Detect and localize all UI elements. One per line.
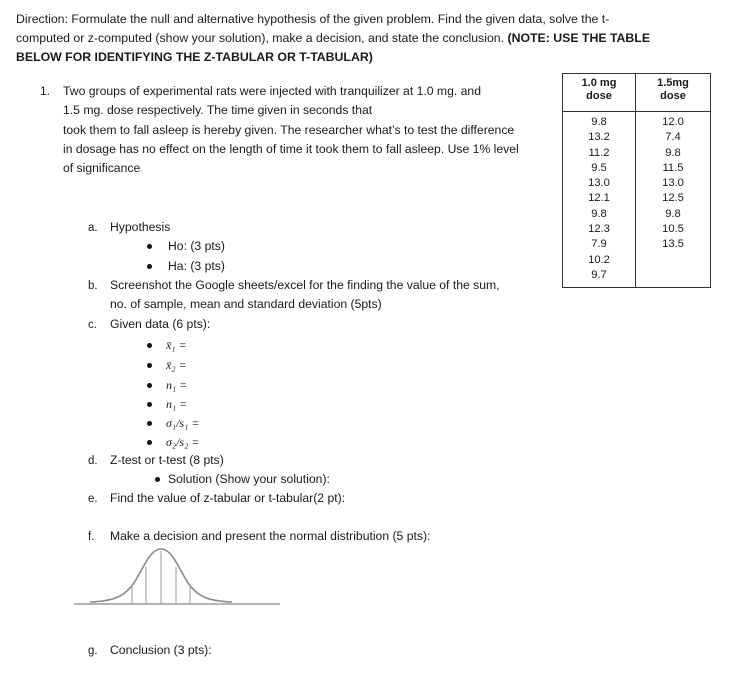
given-n1: n₁ = [166,378,188,392]
question-f-letter: f. [88,531,95,543]
table-cell: 9.8 [591,116,607,128]
given-x2: x̄₂ = [166,358,187,372]
problem-line: Two groups of experimental rats were injected with tranquilizer at 1.0 mg. and [63,84,481,98]
question-d-label: Z-test or t-test (8 pts) [110,453,224,467]
bullet-icon [147,264,152,269]
column-1-5mg-values [636,112,711,288]
header-1mg-line1: 1.0 mg [581,77,617,89]
given-sigma1: σ₁/s₁ = [166,416,200,430]
question-a-letter: a. [88,222,98,234]
dose-data-table [562,73,711,288]
table-cell: 9.8 [665,207,681,220]
table-cell: 10.5 [662,223,684,236]
solution-item: Solution (Show your solution): [168,472,330,486]
question-e-label: Find the value of z-tabular or t-tabular(2 pt): [110,491,346,505]
table-cell: 11.5 [662,161,684,174]
question-a-label: Hypothesis [110,220,171,234]
table-cell: 9.7 [591,268,607,281]
header-1-5mg [636,74,711,112]
bullet-icon [155,477,160,482]
question-c-label: Given data (6 pts): [110,317,211,331]
direction-paragraph [16,10,716,67]
ha-item: Ha: (3 pts) [168,259,225,273]
problem-line: of significance [63,161,141,176]
table-cell: 12.0 [662,116,684,128]
direction-note-a: (NOTE: USE THE TABLE [507,31,651,45]
table-cell: 7.9 [591,238,607,251]
question-b-line2: no. of sample, mean and standard deviation (5pts) [110,297,382,311]
header-1-5mg-line2: dose [660,90,686,102]
problem-statement [63,82,563,178]
bullet-icon [147,343,152,348]
given-n2: n₁ = [166,397,188,411]
direction-line-2-text: computed or z-computed (show your solution), make a decision, and state the conclusion. [16,31,505,45]
given-x1: x̄₁ = [166,338,187,352]
table-cell: 9.8 [591,207,607,220]
direction-line-2 [16,29,716,48]
problem-line: in dosage has no effect on the length of time it took them to fall asleep. Use 1% level [63,141,519,156]
question-c-letter: c. [88,319,97,331]
question-d-letter: d. [88,455,98,467]
header-1mg [563,74,636,112]
bullet-icon [147,363,152,368]
table-cell: 10.2 [588,253,610,266]
column-1mg-values [563,112,636,288]
question-g-letter: g. [88,645,98,657]
bullet-icon [147,440,152,445]
question-b-line1: Screenshot the Google sheets/excel for the finding the value of the sum, [110,278,500,292]
bullet-icon [147,383,152,388]
table-cell: 12.1 [588,192,610,205]
question-g-label: Conclusion (3 pts): [110,643,212,657]
table-cell: 13.0 [662,177,684,190]
direction-line-1: Direction: Formulate the null and alternative hypothesis of the given problem. Find the given data, solve the t- [16,12,610,26]
bullet-icon [147,421,152,426]
normal-distribution-curve-icon [74,545,284,609]
problem-line: 1.5 mg. dose respectively. The time given in seconds that [63,103,373,118]
table-cell: 13.2 [588,131,610,144]
table-row [563,112,711,288]
question-f-label: Make a decision and present the normal distribution (5 pts): [110,529,431,543]
direction-note-b: BELOW FOR IDENTIFYING THE Z-TABULAR OR T-TABULAR) [16,50,373,64]
problem-line: took them to fall asleep is hereby given. The researcher what’s to test the difference [63,122,515,137]
question-e-letter: e. [88,493,98,505]
header-1-5mg-line1: 1.5mg [657,77,689,89]
table-cell: 9.8 [665,146,681,159]
given-sigma2: σ₂/s₂ = [166,435,200,449]
table-cell: 13.0 [588,177,610,190]
table-cell: 7.4 [665,131,681,144]
ho-item: Ho: (3 pts) [168,239,225,253]
question-b-letter: b. [88,280,98,292]
table-cell: 12.3 [588,223,610,236]
problem-number: 1. [40,84,51,98]
table-cell: 9.5 [591,161,607,174]
header-1mg-line2: dose [586,90,612,102]
table-cell: 11.2 [588,146,610,159]
table-header-row [563,74,711,112]
bullet-icon [147,244,152,249]
table-cell: 12.5 [662,192,684,205]
table-cell: 13.5 [662,238,684,251]
bullet-icon [147,402,152,407]
